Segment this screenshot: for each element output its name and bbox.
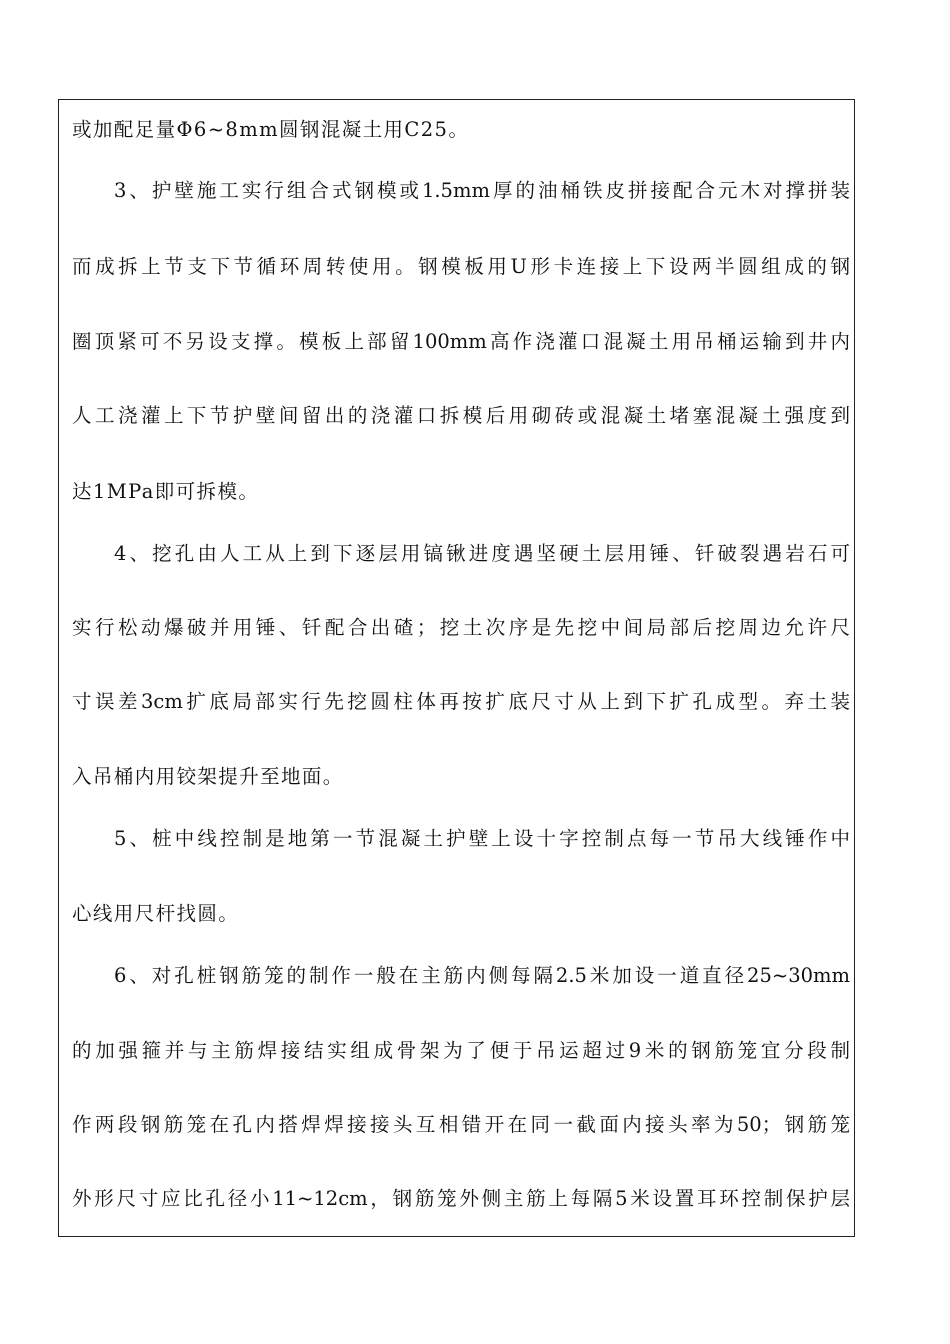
text-line: 圈顶紧可不另设支撑。模板上部留100mm高作浇灌口混凝土用吊桶运输到井内	[72, 330, 850, 353]
text-line: 外形尺寸应比孔径小11~12cm，钢筋笼外侧主筋上每隔5米设置耳环控制保护层	[72, 1187, 850, 1210]
text-line: 6、对孔桩钢筋笼的制作一般在主筋内侧每隔2.5米加设一道直径25~30mm	[114, 964, 850, 987]
text-line: 的加强箍并与主筋焊接结实组成骨架为了便于吊运超过9米的钢筋笼宜分段制	[72, 1039, 850, 1062]
text-line: 实行松动爆破并用锤、钎配合出碴；挖土次序是先挖中间局部后挖周边允许尺	[72, 616, 850, 639]
text-line: 4、挖孔由人工从上到下逐层用镐锹进度遇坚硬土层用锤、钎破裂遇岩石可	[114, 542, 850, 565]
text-line: 作两段钢筋笼在孔内搭焊焊接接头互相错开在同一截面内接头率为50；钢筋笼	[72, 1113, 850, 1136]
text-line: 达1MPa即可拆模。	[72, 480, 260, 503]
text-line: 寸误差3cm扩底局部实行先挖圆柱体再按扩底尺寸从上到下扩孔成型。弃土装	[72, 690, 850, 713]
text-line: 心线用尺杆找圆。	[72, 902, 240, 925]
text-line: 而成拆上节支下节循环周转使用。钢模板用U形卡连接上下设两半圆组成的钢	[72, 255, 850, 278]
text-line: 5、桩中线控制是地第一节混凝土护壁上设十字控制点每一节吊大线锤作中	[114, 827, 850, 850]
text-line: 或加配足量Φ6~8mm圆钢混凝土用C25。	[72, 118, 470, 141]
text-line: 3、护壁施工实行组合式钢模或1.5mm厚的油桶铁皮拼接配合元木对撑拼装	[114, 179, 850, 202]
text-line: 入吊桶内用铰架提升至地面。	[72, 765, 344, 788]
text-line: 人工浇灌上下节护壁间留出的浇灌口拆模后用砌砖或混凝土堵塞混凝土强度到	[72, 404, 850, 427]
